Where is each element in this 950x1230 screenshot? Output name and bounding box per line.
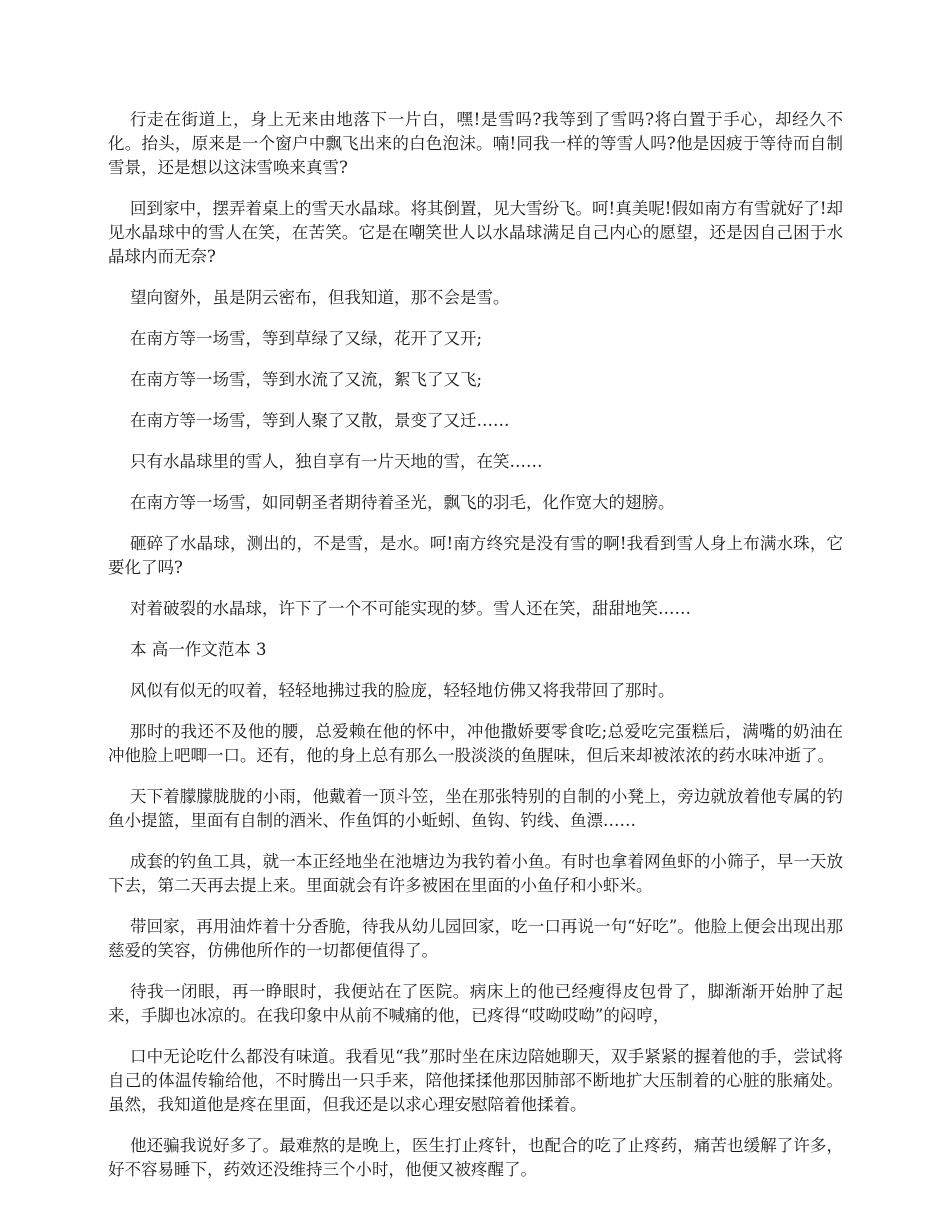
paragraph-2: 回到家中，摆弄着桌上的雪天水晶球。将其倒置，见大雪纷飞。呵!真美呢!假如南方有雪就好了!却见水晶球中的雪人在笑，在苦笑。它是在嘲笑世人以水晶球满足自己内心的愿望，还是因自己困于水晶球内而无奈? bbox=[108, 199, 843, 266]
paragraph-6: 在南方等一场雪，等到人聚了又散，景变了又迁…… bbox=[130, 411, 510, 430]
paragraph-12: 风似有似无的叹着，轻轻地拂过我的脸庞，轻轻地仿佛又将我带回了那时。 bbox=[130, 681, 675, 700]
section-heading: 本 高一作文范本 3 bbox=[130, 640, 267, 659]
paragraph-16: 带回家，再用油炸着十分香脆，待我从幼儿园回家，吃一口再说一句“好吃”。他脸上便会出现出那慈爱的笑容，仿佛他所作的一切都便值得了。 bbox=[108, 917, 843, 960]
paragraph-10: 对着破裂的水晶球，许下了一个不可能实现的梦。雪人还在笑，甜甜地笑…… bbox=[130, 599, 691, 618]
paragraph-5: 在南方等一场雪，等到水流了又流，絮飞了又飞; bbox=[130, 370, 483, 389]
paragraph-4: 在南方等一场雪，等到草绿了又绿，花开了又开; bbox=[130, 329, 483, 348]
paragraph-9: 砸碎了水晶球，测出的，不是雪，是水。呵!南方终究是没有雪的啊!我看到雪人身上布满水珠，它要化了吗? bbox=[108, 534, 843, 577]
paragraph-13: 那时的我还不及他的腰，总爱赖在他的怀中，冲他撒娇要零食吃;总爱吃完蛋糕后，满嘴的奶油在冲他脸上吧唧一口。还有，他的身上总有那么一股淡淡的鱼腥味，但后来却被浓浓的药水味冲逝了。 bbox=[108, 722, 843, 765]
paragraph-19: 他还骗我说好多了。最难熬的是晚上，医生打止疼针，也配合的吃了止疼药，痛苦也缓解了许多，好不容易睡下，药效还没维持三个小时，他便又被疼醒了。 bbox=[108, 1136, 843, 1179]
paragraph-18: 口中无论吃什么都没有味道。我看见“我”那时坐在床边陪她聊天，双手紧紧的握着他的手，尝试将自己的体温传输给他，不时腾出一只手来，陪他揉揉他那因肺部不断地扩大压制着的心脏的胀痛处。虽然，我知道他是疼在里面，但我还是以求心理安慰陪着他揉着。 bbox=[108, 1047, 843, 1114]
document-body bbox=[108, 108, 843, 1199]
paragraph-8: 在南方等一场雪，如同朝圣者期待着圣光，飘飞的羽毛，化作宽大的翅膀。 bbox=[130, 493, 675, 512]
paragraph-7: 只有水晶球里的雪人，独自享有一片天地的雪，在笑…… bbox=[130, 452, 543, 471]
paragraph-14: 天下着朦朦胧胧的小雨，他戴着一顶斗笠，坐在那张特别的自制的小凳上，旁边就放着他专属的钓鱼小提篮，里面有自制的酒米、作鱼饵的小蚯蚓、鱼钩、钓线、鱼漂…… bbox=[108, 787, 843, 830]
paragraph-1: 行走在街道上，身上无来由地落下一片白，嘿!是雪吗?我等到了雪吗?将白置于手心，却经久不化。抬头，原来是一个窗户中飘飞出来的白色泡沫。喃!同我一样的等雪人吗?他是因疲于等待而自制雪景，还是想以这沫雪唤来真雪? bbox=[108, 110, 843, 177]
paragraph-17: 待我一闭眼，再一睁眼时，我便站在了医院。病床上的他已经瘦得皮包骨了，脚渐渐开始肿了起来，手脚也冰凉的。在我印象中从前不喊痛的他，已疼得“哎呦哎呦”的闷哼， bbox=[108, 982, 843, 1025]
paragraph-15: 成套的钓鱼工具，就一本正经地坐在池塘边为我钓着小鱼。有时也拿着网鱼虾的小筛子，早一天放下去，第二天再去提上来。里面就会有许多被困在里面的小鱼仔和小虾米。 bbox=[108, 852, 843, 895]
paragraph-3: 望向窗外，虽是阴云密布，但我知道，那不会是雪。 bbox=[130, 288, 510, 307]
